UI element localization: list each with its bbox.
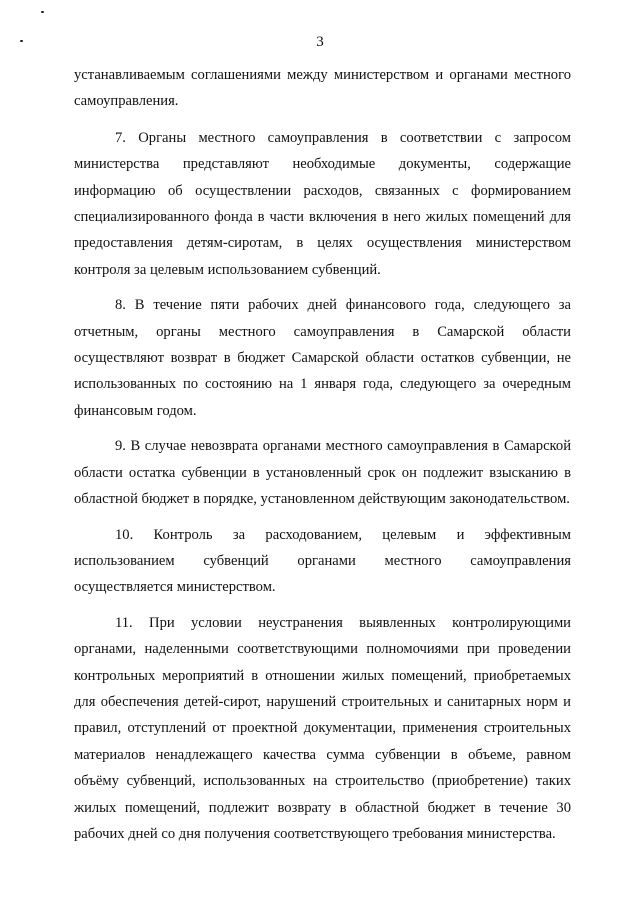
document-body: [74, 62, 571, 847]
paragraph-9: 9. В случае невозврата органами местного самоуправления в Самарской области остатка субвенции в установленный срок он подлежит взысканию в областной бюджет в порядке, установленном действующим законодательством.: [74, 438, 571, 508]
paragraph-11: 11. При условии неустранения выявленных контролирующими органами, наделенными соответствующими полномочиями при проведении контрольных мероприятий в отношении жилых помещений, приобретаемых для обеспечения детей-сирот, нарушений строительных и санитарных норм и правил, отступлений от проектной документации, применения строительных материалов ненадлежащего качества сумма субвенции в объеме, равном объёму субвенций, использованных на строительство (приобретение) таких жилых помещений, подлежит возврату в областной бюджет в течение 30 рабочих дней со дня получения соответствующего требования министерства.: [74, 614, 571, 842]
page-number: 3: [316, 34, 324, 50]
paragraph-continuation: устанавливаемым соглашениями между министерством и органами местного самоуправления.: [74, 67, 571, 110]
paragraph-7: 7. Органы местного самоуправления в соответствии с запросом министерства представляют необходимые документы, содержащие информацию об осуществлении расходов, связанных с формированием специализированного фонда в части включения в него жилых помещений для предоставления детям-сиротам, в целях осуществления министерством контроля за целевым использованием субвенций.: [74, 129, 571, 278]
paragraph-8: 8. В течение пяти рабочих дней финансового года, следующего за отчетным, органы местного самоуправления в Самарской области осуществляют возврат в бюджет Самарской области остатков субвенции, не использованных по состоянию на 1 января года, следующего за очередным финансовым годом.: [74, 297, 571, 419]
scan-speck: [41, 11, 44, 13]
paragraph-10: 10. Контроль за расходованием, целевым и эффективным использованием субвенций органами местного самоуправления осуществляется министерством.: [74, 526, 571, 596]
